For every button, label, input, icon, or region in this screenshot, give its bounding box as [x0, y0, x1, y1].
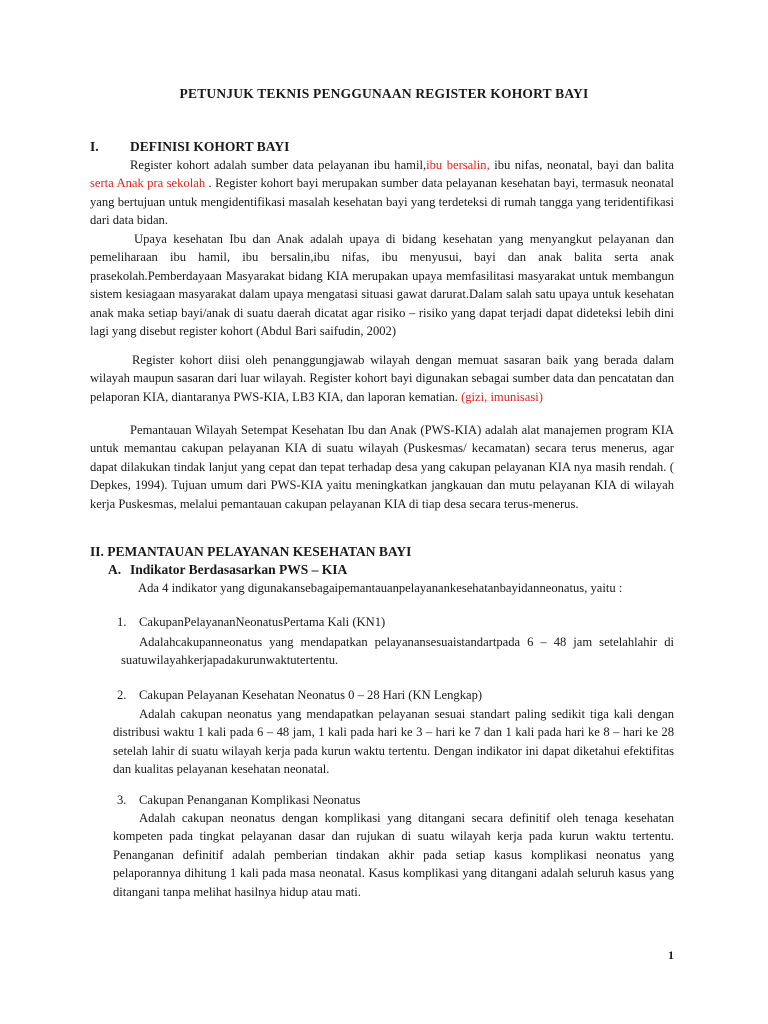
p3-highlight-gizi-imunisasi: (gizi, imunisasi): [461, 389, 543, 404]
p1-text-c: ibu nifas, neonatal, bayi dan balita: [489, 158, 674, 172]
section-1-heading: DEFINISI KOHORT BAYI: [130, 139, 290, 154]
p1-highlight-anak-pra-sekolah: serta Anak pra sekolah: [90, 176, 206, 191]
section-2-intro: Ada 4 indikator yang digunakansebagaipemantauanpelayanankesehatanbayidanneonatus, yaitu :: [138, 581, 623, 595]
section-1-paragraph-3: [90, 351, 674, 406]
subsection-a-heading: Indikator Berdasasarkan PWS – KIA: [130, 562, 348, 577]
item-1-title: CakupanPelayananNeonatusPertama Kali (KN1): [139, 615, 386, 629]
section-1-paragraph-4: Pemantauan Wilayah Setempat Kesehatan Ibu dan Anak (PWS-KIA) adalah alat manajemen program KIA untuk memantau cakupan pelayanan KIA di suatu wilayah (Puskesmas/ kecamatan) secara terus menerus, agar dapat dilakukan tindak lanjut yang cepat dan tepat terhadap desa yang cakupan pelayanan KIA nya masih rendah. ( Depkes, 1994). Tujuan umum dari PWS-KIA yaitu meningkatkan jangkauan dan mutu pelayanan KIA di wilayah kerja Puskesmas, melalui pemantauan cakupan pelayanan KIA di tiap desa secara terus-menerus.: [90, 423, 674, 511]
subsection-a-label: A.: [108, 562, 122, 577]
document-title: PETUNJUK TEKNIS PENGGUNAAN REGISTER KOHORT BAYI: [179, 86, 589, 101]
item-2-body: Adalah cakupan neonatus yang mendapatkan pelayanan sesuai standart paling sedikit tiga kali dengan distribusi waktu 1 kali pada 6 – 48 jam, 1 kali pada hari ke 3 – hari ke 7 dan 1 kali pada hari ke 8 – hari ke 28 setelah lahir di suatu wilayah kerja pada kurun waktu tertentu. Dengan indikator ini dapat diketahui efektifitas dan kualitas pelayanan kesehatan neonatal.: [113, 707, 674, 777]
item-3-number: 3.: [117, 793, 127, 807]
p1-text-e: . Register kohort bayi merupakan sumber data pelayanan kesehatan bayi, termasuk neonatal yang bertujuan untuk mengidentifikasi masalah kesehatan bayi yang terdeteksi di rumah tangga yang teridentifikasi dari data bidan.: [90, 176, 674, 228]
item-1-body: Adalahcakupanneonatus yang mendapatkan pelayanansesuaistandartpada 6 – 48 jam setelahlahir di suatuwilayahkerjapadakurunwaktutertentu.: [121, 635, 674, 668]
item-2-number: 2.: [117, 688, 127, 702]
p1-highlight-ibu-bersalin: ibu bersalin,: [426, 158, 490, 172]
item-1-number: 1.: [117, 615, 127, 629]
item-3-title: Cakupan Penanganan Komplikasi Neonatus: [139, 793, 361, 807]
section-1-paragraph-2: Upaya kesehatan Ibu dan Anak adalah upaya di bidang kesehatan yang menyangkut pelayanan dan pemeliharaan ibu hamil, ibu bersalin,ibu nifas, ibu menyusui, bayi dan anak balita serta anak prasekolah.Pemberdayaan Masyarakat bidang KIA merupakan upaya memfasilitasi masyarakat untuk membangun sistem kesiagaan masyarakat dalam upaya mengatasi situasi gawat darurat.Dalam salah satu upaya untuk kesehatan anak maka setiap bayi/anak di suatu daerah dicatat agar risiko – risiko yang dapat terjadi dapat dideteksi lebih dini lagi yang disebut register kohort (Abdul Bari saifudin, 2002): [90, 232, 674, 339]
section-2-heading: II. PEMANTAUAN PELAYANAN KESEHATAN BAYI: [90, 544, 412, 559]
item-2-title: Cakupan Pelayanan Kesehatan Neonatus 0 – 28 Hari (KN Lengkap): [139, 688, 483, 702]
page-number: 1: [668, 948, 674, 962]
item-3-body: Adalah cakupan neonatus dengan komplikasi yang ditangani secara definitif oleh tenaga kesehatan kompeten pada tingkat pelayanan dasar dan rujukan di suatu wilayah kerja pada kurun waktu tertentu. Penanganan definitif adalah pemberian tindakan akhir pada setiap kasus komplikasi neonatus yang pelaporannya dihitung 1 kali pada masa neonatal. Kasus komplikasi yang ditangani adalah seluruh kasus yang ditangani tanpa melihat hasilnya hidup atau mati.: [113, 811, 674, 899]
p3-text-a: Register kohort diisi oleh penanggungjawab wilayah dengan memuat sasaran baik yang berada dalam wilayah maupun sasaran dari luar wilayah. Register kohort bayi digunakan sebagai sumber data dan pencatatan dan pelaporan KIA, diantaranya PWS-KIA, LB3 KIA, dan laporan kematian.: [90, 353, 674, 404]
section-1-paragraph-1: [90, 156, 674, 230]
p1-text-a: Register kohort adalah sumber data pelayanan ibu hamil,: [130, 158, 427, 172]
section-1-number: I.: [90, 139, 99, 154]
